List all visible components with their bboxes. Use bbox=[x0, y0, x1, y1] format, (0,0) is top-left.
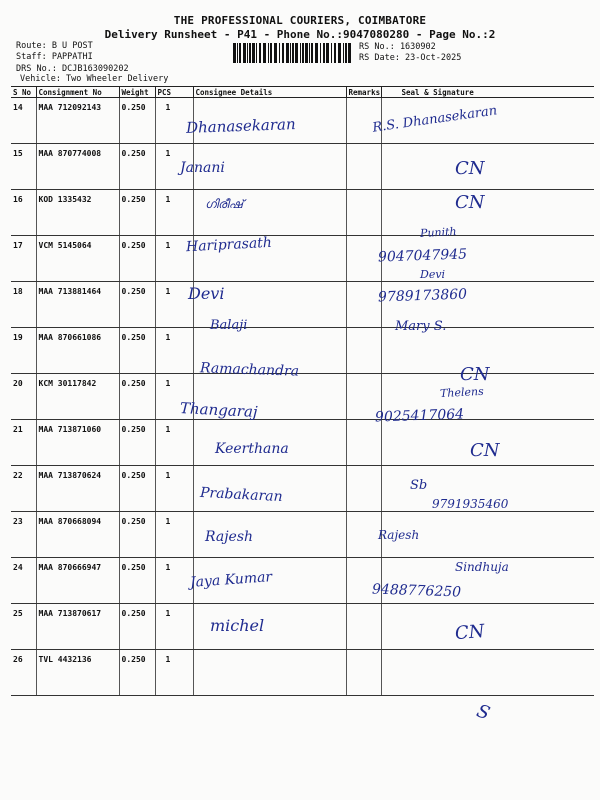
table-row bbox=[11, 466, 594, 512]
row-consignee-details bbox=[193, 466, 346, 512]
table-row bbox=[11, 604, 594, 650]
col-header-pcs: PCS bbox=[155, 87, 193, 98]
row-signature bbox=[381, 650, 594, 696]
drs-number: DRS No.: DCJB163090202 bbox=[16, 64, 129, 74]
row-remarks bbox=[346, 328, 381, 374]
row-pcs: 1 bbox=[155, 374, 193, 420]
col-header-consignment: Consignment No bbox=[36, 87, 119, 98]
row-consignee-details bbox=[193, 558, 346, 604]
row-weight: 0.250 bbox=[119, 144, 155, 190]
row-remarks bbox=[346, 604, 381, 650]
table-row bbox=[11, 374, 594, 420]
row-pcs: 1 bbox=[155, 98, 193, 144]
row-signature bbox=[381, 190, 594, 236]
handwritten-phone-number: 9488776250 bbox=[371, 581, 462, 601]
handwritten-phone-number: 9025417064 bbox=[374, 406, 465, 426]
row-pcs: 1 bbox=[155, 420, 193, 466]
row-sno: 23 bbox=[11, 512, 36, 558]
row-signature bbox=[381, 282, 594, 328]
handwritten-consignee-name: Jaya Kumar bbox=[189, 569, 273, 591]
handwritten-consignee-name: Thangaraj bbox=[179, 398, 258, 422]
staff-label: Staff: PAPPATHI bbox=[16, 52, 93, 62]
row-weight: 0.250 bbox=[119, 190, 155, 236]
handwritten-signature: Thelens bbox=[439, 384, 485, 401]
row-pcs: 1 bbox=[155, 328, 193, 374]
page-title: THE PROFESSIONAL COURIERS, COIMBATORE bbox=[173, 14, 427, 27]
col-header-consignee: Consignee Details bbox=[193, 87, 346, 98]
footer-handwritten-mark: S bbox=[473, 700, 493, 725]
row-remarks bbox=[346, 650, 381, 696]
row-remarks bbox=[346, 420, 381, 466]
handwritten-signature: Mary S. bbox=[395, 319, 447, 334]
row-sno: 25 bbox=[11, 604, 36, 650]
row-signature bbox=[381, 236, 594, 282]
row-consignee-details bbox=[193, 512, 346, 558]
vehicle-label: Vehicle: Two Wheeler Delivery bbox=[20, 74, 169, 84]
handwritten-consignee-name: Keerthana bbox=[215, 441, 289, 457]
row-pcs: 1 bbox=[155, 144, 193, 190]
row-consignment-no: MAA 870661086 bbox=[36, 328, 119, 374]
handwritten-consignee-name: Janani bbox=[180, 160, 225, 176]
table-row bbox=[11, 144, 594, 190]
handwritten-consignee-name: Hariprasath bbox=[185, 234, 273, 256]
handwritten-signature: R.S. Dhanasekaran bbox=[371, 103, 499, 136]
row-signature bbox=[381, 604, 594, 650]
handwritten-signature: CN bbox=[455, 158, 485, 179]
row-sno: 16 bbox=[11, 190, 36, 236]
row-consignee-details bbox=[193, 144, 346, 190]
col-header-weight: Weight bbox=[119, 87, 155, 98]
handwritten-phone-number: 9791935460 bbox=[432, 497, 509, 511]
table-row bbox=[11, 650, 594, 696]
row-consignee-details bbox=[193, 374, 346, 420]
handwritten-consignee-name: ഗിരീഷ് bbox=[205, 197, 244, 211]
row-consignee-details bbox=[193, 236, 346, 282]
row-pcs: 1 bbox=[155, 282, 193, 328]
runsheet-subtitle: Delivery Runsheet - P41 - Phone No.:9047080280 - Page No.:2 bbox=[104, 28, 496, 41]
handwritten-consignee-name: michel bbox=[210, 616, 265, 635]
row-consignee-details bbox=[193, 650, 346, 696]
col-header-sno: S No bbox=[11, 87, 36, 98]
row-consignment-no: MAA 713881464 bbox=[36, 282, 119, 328]
row-remarks bbox=[346, 512, 381, 558]
row-sno: 26 bbox=[11, 650, 36, 696]
handwritten-signature: Sindhuja bbox=[455, 560, 509, 574]
row-sno: 14 bbox=[11, 98, 36, 144]
row-signature bbox=[381, 420, 594, 466]
row-remarks bbox=[346, 282, 381, 328]
row-signature bbox=[381, 144, 594, 190]
row-weight: 0.250 bbox=[119, 282, 155, 328]
row-pcs: 1 bbox=[155, 466, 193, 512]
table-row bbox=[11, 190, 594, 236]
row-weight: 0.250 bbox=[119, 374, 155, 420]
row-weight: 0.250 bbox=[119, 420, 155, 466]
row-remarks bbox=[346, 98, 381, 144]
row-consignment-no: VCM 5145064 bbox=[36, 236, 119, 282]
rs-number: RS No.: 1630902 bbox=[359, 42, 436, 52]
handwritten-signature: Sb bbox=[410, 478, 428, 493]
handwritten-phone-number: 9047047945 bbox=[377, 246, 468, 266]
table-row bbox=[11, 512, 594, 558]
row-weight: 0.250 bbox=[119, 236, 155, 282]
row-pcs: 1 bbox=[155, 512, 193, 558]
barcode-icon bbox=[231, 42, 355, 64]
row-consignee-details bbox=[193, 604, 346, 650]
row-remarks bbox=[346, 236, 381, 282]
col-header-remarks: Remarks bbox=[346, 87, 381, 98]
handwritten-consignee-name: Ramachandra bbox=[199, 360, 300, 380]
row-consignment-no: MAA 870666947 bbox=[36, 558, 119, 604]
row-sno: 17 bbox=[11, 236, 36, 282]
row-sno: 22 bbox=[11, 466, 36, 512]
row-signature bbox=[381, 374, 594, 420]
handwritten-signature: Punith bbox=[419, 225, 457, 240]
row-consignee-details bbox=[193, 420, 346, 466]
handwritten-phone-number: 9789173860 bbox=[377, 286, 468, 306]
row-sno: 20 bbox=[11, 374, 36, 420]
row-signature bbox=[381, 512, 594, 558]
row-weight: 0.250 bbox=[119, 604, 155, 650]
row-consignment-no: KCM 30117842 bbox=[36, 374, 119, 420]
handwritten-signature: CN bbox=[454, 620, 486, 645]
rs-date: RS Date: 23-Oct-2025 bbox=[359, 53, 462, 63]
runsheet-table bbox=[11, 86, 594, 696]
handwritten-signature: CN bbox=[460, 364, 490, 385]
route-label: Route: B U POST bbox=[16, 41, 93, 51]
row-sno: 19 bbox=[11, 328, 36, 374]
row-remarks bbox=[346, 374, 381, 420]
table-row bbox=[11, 282, 594, 328]
col-header-signature: Seal & Signature bbox=[381, 87, 594, 98]
row-remarks bbox=[346, 190, 381, 236]
row-remarks bbox=[346, 144, 381, 190]
row-signature bbox=[381, 98, 594, 144]
row-weight: 0.250 bbox=[119, 512, 155, 558]
row-consignment-no: KOD 1335432 bbox=[36, 190, 119, 236]
row-consignee-details bbox=[193, 190, 346, 236]
handwritten-signature: CN bbox=[455, 192, 485, 213]
row-consignment-no: MAA 713871060 bbox=[36, 420, 119, 466]
row-sno: 15 bbox=[11, 144, 36, 190]
table-row bbox=[11, 236, 594, 282]
row-weight: 0.250 bbox=[119, 466, 155, 512]
row-weight: 0.250 bbox=[119, 558, 155, 604]
handwritten-consignee-name: Rajesh bbox=[205, 529, 254, 545]
row-pcs: 1 bbox=[155, 650, 193, 696]
row-consignment-no: MAA 712092143 bbox=[36, 98, 119, 144]
row-consignment-no: MAA 870668094 bbox=[36, 512, 119, 558]
row-pcs: 1 bbox=[155, 558, 193, 604]
row-consignee-details bbox=[193, 98, 346, 144]
row-consignee-details bbox=[193, 328, 346, 374]
handwritten-signature: CN bbox=[470, 440, 500, 461]
row-consignment-no: MAA 870774008 bbox=[36, 144, 119, 190]
row-pcs: 1 bbox=[155, 190, 193, 236]
row-remarks bbox=[346, 558, 381, 604]
table-row bbox=[11, 98, 594, 144]
row-consignment-no: MAA 713870624 bbox=[36, 466, 119, 512]
row-signature bbox=[381, 466, 594, 512]
handwritten-signature: Devi bbox=[420, 268, 446, 281]
handwritten-consignee-name: Dhanasekaran bbox=[185, 115, 296, 137]
row-sno: 18 bbox=[11, 282, 36, 328]
table-header-row bbox=[11, 87, 594, 98]
row-signature bbox=[381, 328, 594, 374]
table-row bbox=[11, 328, 594, 374]
row-consignee-details bbox=[193, 282, 346, 328]
handwritten-consignee-name: Balaji bbox=[210, 318, 248, 333]
table-row bbox=[11, 420, 594, 466]
handwritten-consignee-name: Devi bbox=[188, 284, 225, 303]
row-sno: 24 bbox=[11, 558, 36, 604]
row-weight: 0.250 bbox=[119, 328, 155, 374]
row-pcs: 1 bbox=[155, 604, 193, 650]
row-consignment-no: TVL 4432136 bbox=[36, 650, 119, 696]
row-consignment-no: MAA 713870617 bbox=[36, 604, 119, 650]
handwritten-consignee-name: Prabakaran bbox=[199, 484, 284, 506]
row-remarks bbox=[346, 466, 381, 512]
row-weight: 0.250 bbox=[119, 650, 155, 696]
row-sno: 21 bbox=[11, 420, 36, 466]
handwritten-signature: Rajesh bbox=[378, 528, 420, 542]
row-weight: 0.250 bbox=[119, 98, 155, 144]
row-pcs: 1 bbox=[155, 236, 193, 282]
table-row bbox=[11, 558, 594, 604]
row-signature bbox=[381, 558, 594, 604]
